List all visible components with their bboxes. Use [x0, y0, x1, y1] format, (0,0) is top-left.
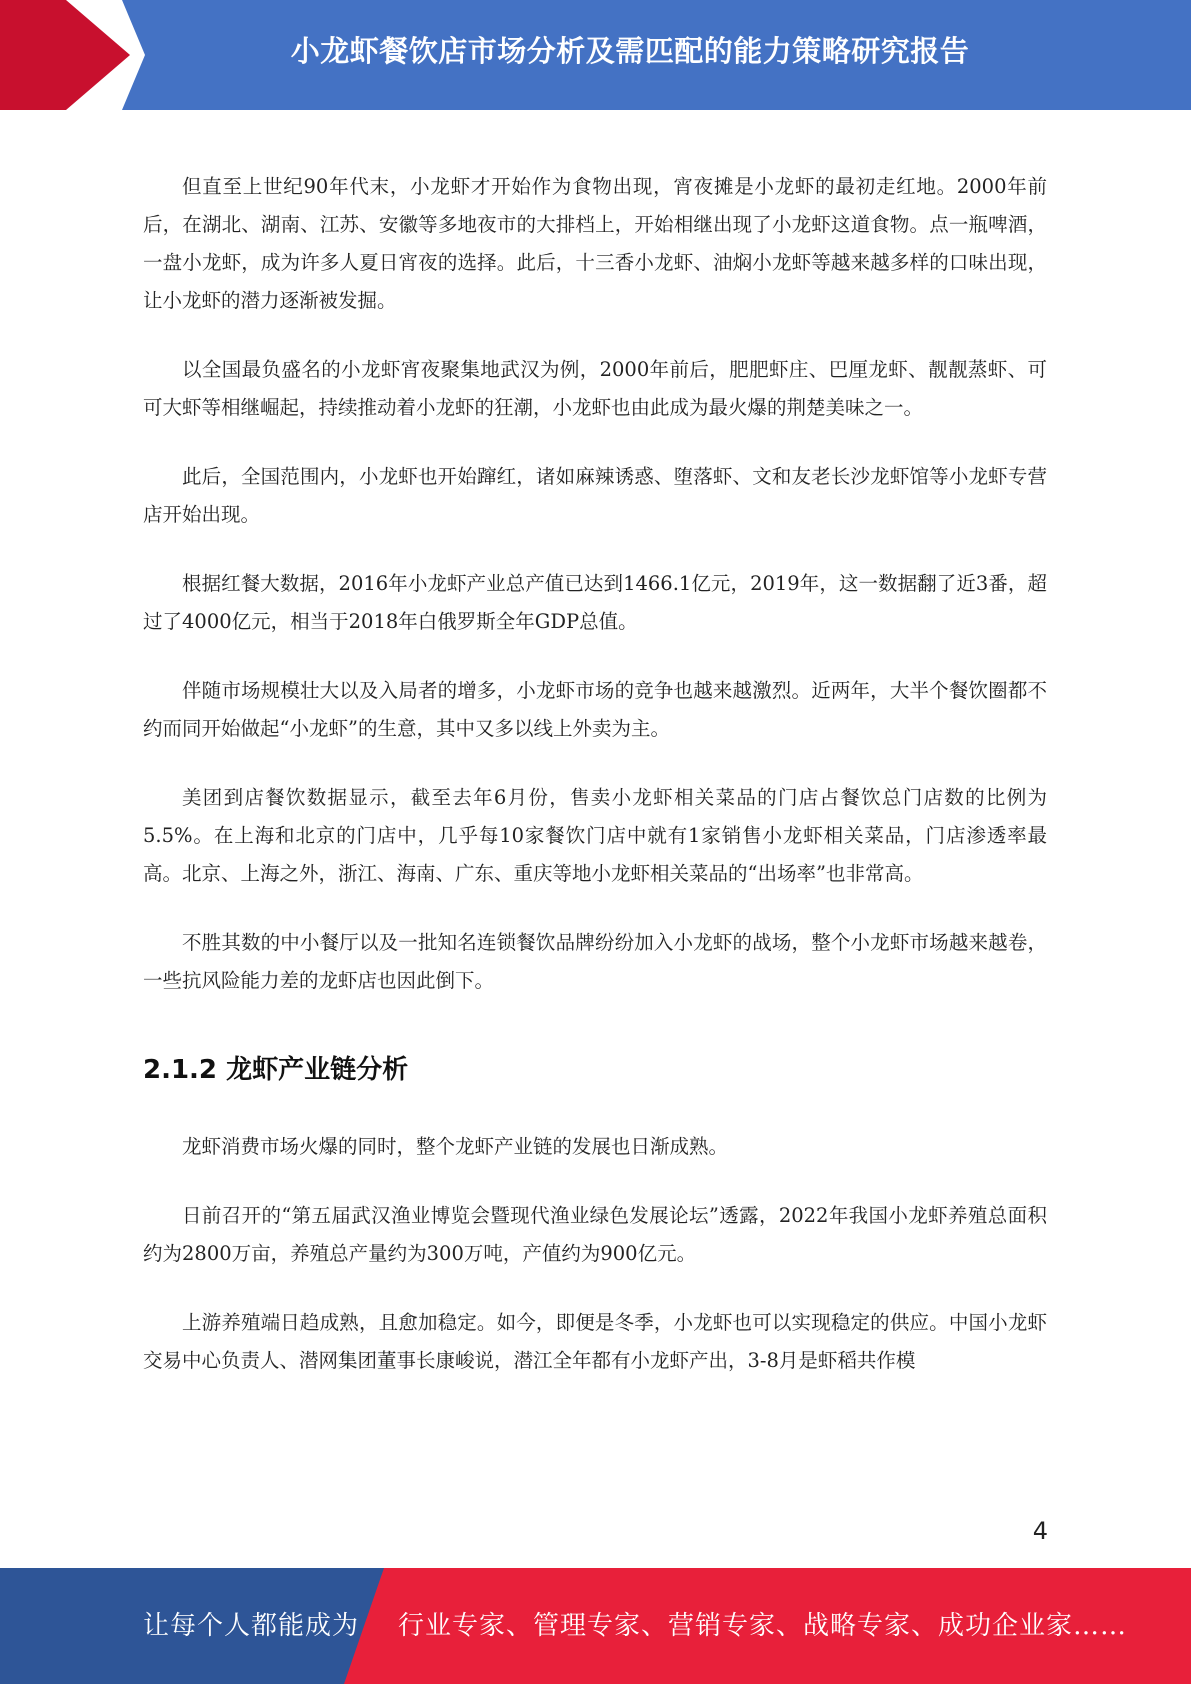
paragraph-9: 日前召开的“第五届武汉渔业博览会暨现代渔业绿色发展论坛”透露，2022年我国小龙虾养殖总面积约为2800万亩，养殖总产量约为300万吨，产值约为900亿元。 [143, 1204, 1047, 1265]
page-number: 4 [1032, 1517, 1048, 1545]
paragraph-3: 此后，全国范围内，小龙虾也开始蹿红，诸如麻辣诱惑、堕落虾、文和友老长沙龙虾馆等小龙虾专营店开始出现。 [143, 465, 1047, 526]
document-title: 小龙虾餐饮店市场分析及需匹配的能力策略研究报告 [290, 34, 970, 68]
footer-slogan-left: 让每个人都能成为 [143, 1611, 360, 1641]
footer-banner [0, 1568, 1191, 1684]
paragraph-1: 但直至上世纪90年代末，小龙虾才开始作为食物出现，宵夜摊是小龙虾的最初走红地。2000年前后，在湖北、湖南、江苏、安徽等多地夜市的大排档上，开始相继出现了小龙虾这道食物。点一瓶啤酒，一盘小龙虾，成为许多人夏日宵夜的选择。此后，十三香小龙虾、油焖小龙虾等越来越多样的口味出现，让小龙虾的潜力逐渐被发掘。 [143, 175, 1047, 312]
paragraph-4: 根据红餐大数据，2016年小龙虾产业总产值已达到1466.1亿元，2019年，这一数据翻了近3番，超过了4000亿元，相当于2018年白俄罗斯全年GDP总值。 [143, 572, 1047, 633]
section-heading: 2.1.2 龙虾产业链分析 [143, 1055, 409, 1085]
paragraph-2: 以全国最负盛名的小龙虾宵夜聚集地武汉为例，2000年前后，肥肥虾庄、巴厘龙虾、靓靓蒸虾、可可大虾等相继崛起，持续推动着小龙虾的狂潮，小龙虾也由此成为最火爆的荆楚美味之一。 [143, 358, 1047, 419]
header-banner [0, 0, 1191, 110]
paragraph-10: 上游养殖端日趋成熟，且愈加稳定。如今，即便是冬季，小龙虾也可以实现稳定的供应。中国小龙虾交易中心负责人、潜网集团董事长康峻说，潜江全年都有小龙虾产出，3-8月是虾稻共作模 [143, 1311, 1047, 1372]
footer-slogan-right: 行业专家、管理专家、营销专家、战略专家、成功企业家…… [398, 1611, 1128, 1641]
paragraph-5: 伴随市场规模壮大以及入局者的增多，小龙虾市场的竞争也越来越激烈。近两年，大半个餐饮圈都不约而同开始做起“小龙虾”的生意，其中又多以线上外卖为主。 [143, 679, 1047, 740]
paragraph-8: 龙虾消费市场火爆的同时，整个龙虾产业链的发展也日渐成熟。 [182, 1135, 729, 1158]
main-content [143, 168, 1047, 1411]
paragraph-7: 不胜其数的中小餐厅以及一批知名连锁餐饮品牌纷纷加入小龙虾的战场，整个小龙虾市场越来越卷，一些抗风险能力差的龙虾店也因此倒下。 [143, 931, 1047, 992]
paragraph-6: 美团到店餐饮数据显示，截至去年6月份，售卖小龙虾相关菜品的门店占餐饮总门店数的比例为5.5%。在上海和北京的门店中，几乎每10家餐饮门店中就有1家销售小龙虾相关菜品，门店渗透率最高。北京、上海之外，浙江、海南、广东、重庆等地小龙虾相关菜品的“出场率”也非常高。 [143, 786, 1047, 885]
